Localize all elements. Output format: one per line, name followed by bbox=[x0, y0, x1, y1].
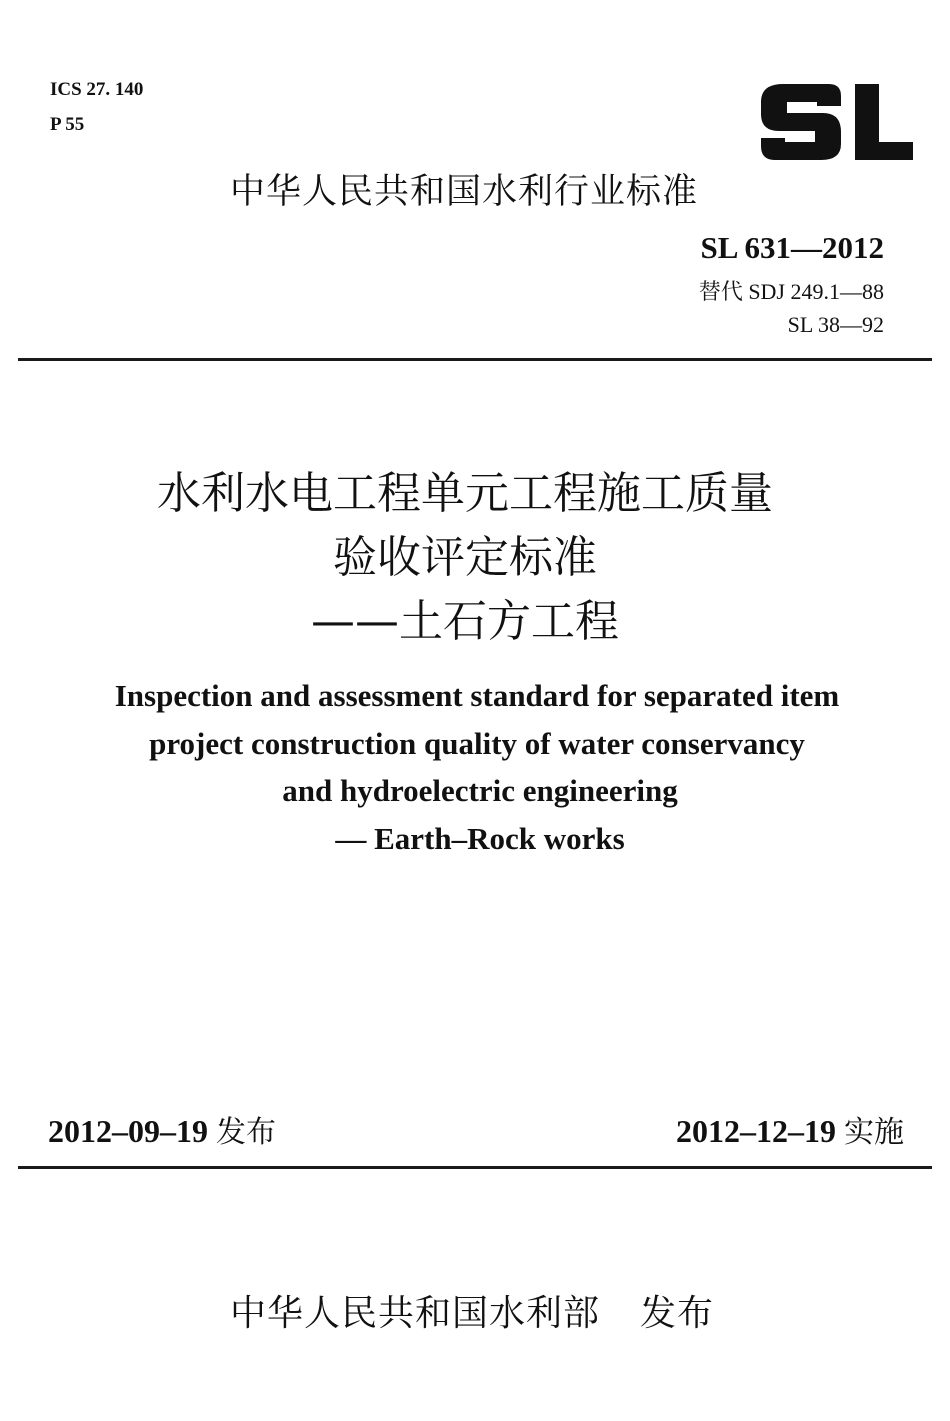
bottom-divider bbox=[18, 1166, 932, 1169]
chinese-title-line-2: 验收评定标准 bbox=[333, 532, 597, 583]
issue-label: 发布 bbox=[216, 1115, 276, 1150]
classification-code: P 55 bbox=[50, 114, 85, 135]
ics-code: ICS 27. 140 bbox=[50, 79, 144, 100]
chinese-title-line-1: 水利水电工程单元工程施工质量 bbox=[157, 468, 773, 519]
implementation-date: 2012–12–19 bbox=[676, 1113, 836, 1149]
english-title-line-2: project construction quality of water conservancy bbox=[149, 726, 805, 761]
replaces-standard-1: 替代 SDJ 249.1—88 bbox=[698, 279, 884, 304]
issue-date: 2012–09–19 bbox=[48, 1113, 208, 1149]
english-title-line-3: and hydroelectric engineering bbox=[282, 773, 678, 808]
top-divider bbox=[18, 358, 932, 361]
publish-label: 发布 bbox=[640, 1293, 715, 1334]
issue-date-block bbox=[48, 1110, 276, 1154]
implementation-label: 实施 bbox=[844, 1115, 904, 1150]
implementation-date-block bbox=[676, 1110, 904, 1154]
sl-logo bbox=[757, 80, 915, 164]
industry-standard-title: 中华人民共和国水利行业标准 bbox=[230, 172, 699, 212]
publisher-name: 中华人民共和国水利部 bbox=[230, 1293, 601, 1334]
publisher-block bbox=[230, 1290, 714, 1338]
english-title-line-1: Inspection and assessment standard for separated item bbox=[114, 678, 840, 713]
standard-number: SL 631—2012 bbox=[700, 230, 884, 265]
english-title-line-4: — Earth–Rock works bbox=[335, 821, 625, 856]
replaces-standard-2: SL 38—92 bbox=[787, 312, 884, 337]
chinese-title-line-3: ——土石方工程 bbox=[311, 596, 619, 647]
